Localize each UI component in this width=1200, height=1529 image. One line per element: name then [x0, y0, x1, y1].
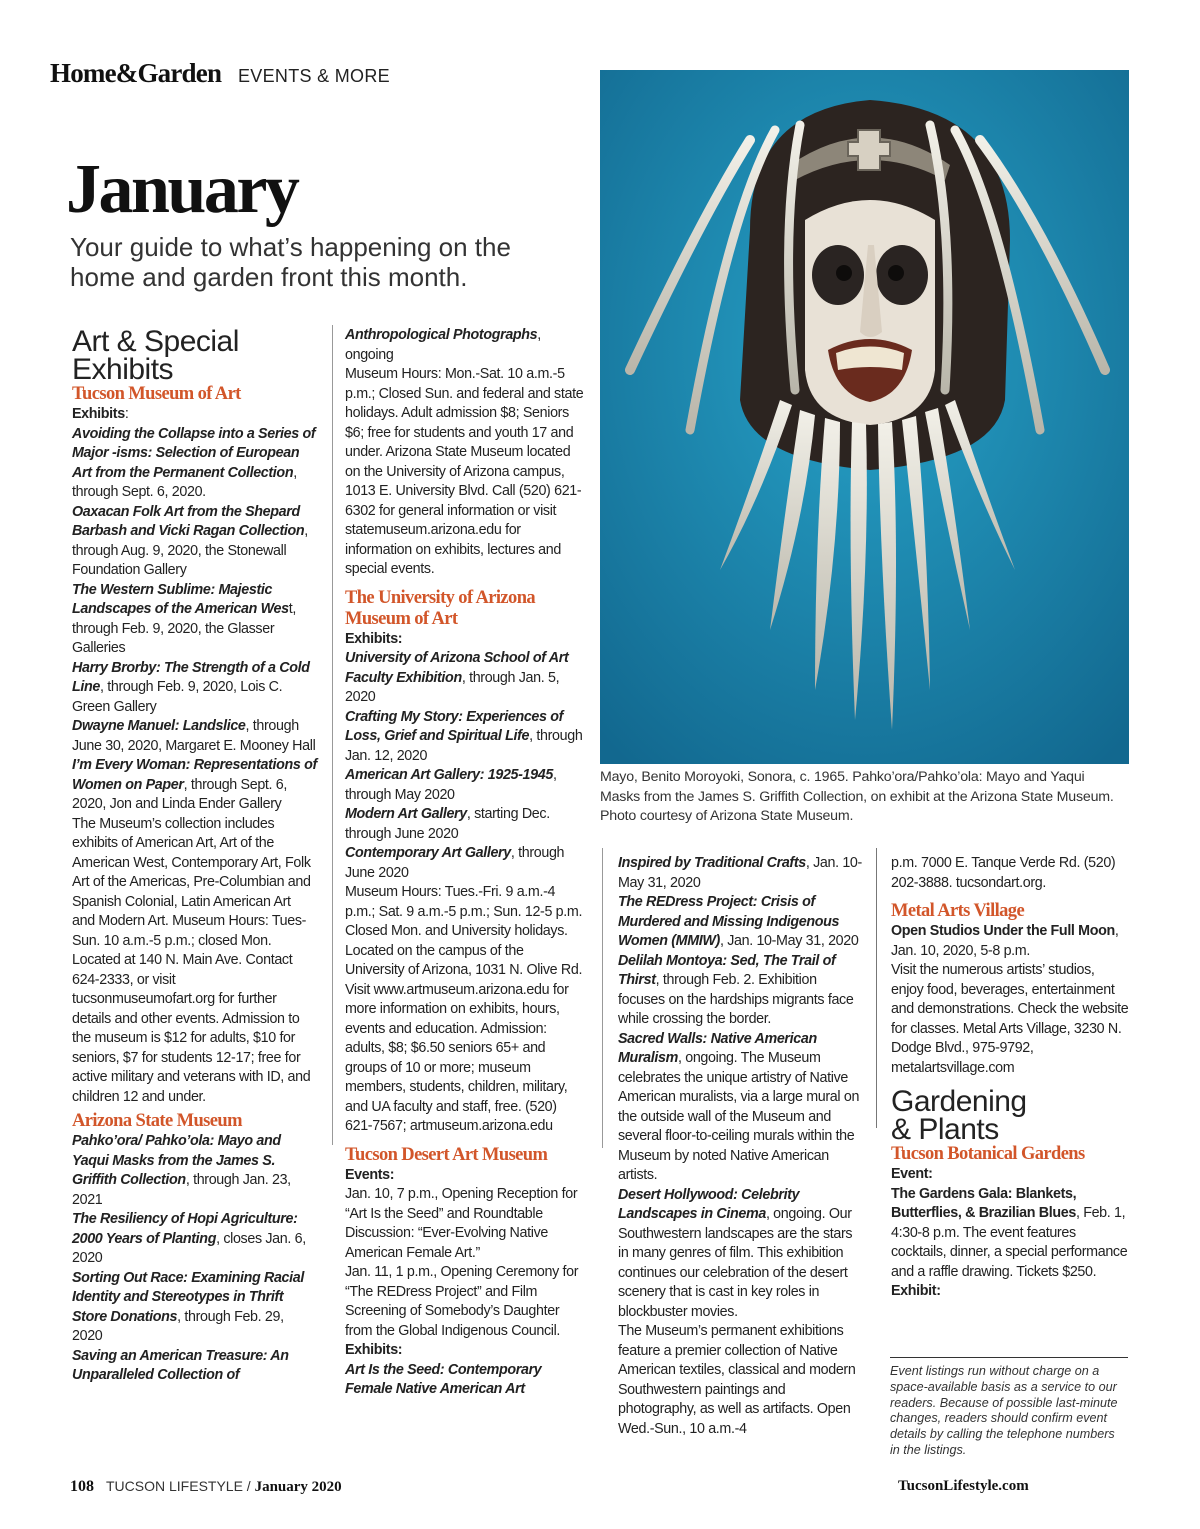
list-item: Jan. 10, 7 p.m., Opening Reception for “Art Is the Seed” and Roundtable Discussion: “Ever-Evolving Native American Female Art.”: [345, 1186, 578, 1261]
list-item: Delilah Montoya: Sed, The Trail of Thirst, through Feb. 2. Exhibition focuses on the hardships migrants face while crossing the border.: [618, 952, 854, 1027]
venue-info: The Museum’s permanent exhibitions feature a premier collection of Native American textiles, classical and modern Southwestern paintings and photography, as well as artifacts. Open Wed.-Sun., 10 a.m.-4: [618, 1323, 856, 1437]
page-number: 108: [70, 1478, 94, 1495]
list-item: Desert Hollywood: Celebrity Landscapes in Cinema, ongoing. Our Southwestern landscapes are the stars in many genres of film. This exhibition continues our celebration of the desert scenery that is cast in key roles in blockbuster movies.: [618, 1186, 853, 1320]
masthead-section: EVENTS & MORE: [238, 66, 390, 86]
list-item: Sacred Walls: Native American Muralism, ongoing. The Museum celebrates the unique artistry of Native American muralists, via a large mural on the outside wall of the Museum and several floor-to-ceiling murals within the Museum by noted Native American artists.: [618, 1030, 860, 1183]
list-item: The Gardens Gala: Blankets, Butterflies, & Brazilian Blues, Feb. 1, 4:30-8 p.m. The event features cocktails, dinner, a special performance and a raffle drawing. Tickets $250.: [891, 1185, 1128, 1280]
exhibits-label: Exhibits:: [345, 1342, 403, 1358]
venue-info: p.m. 7000 E. Tanque Verde Rd. (520) 202-3888. tucsondart.org.: [891, 855, 1116, 891]
list-item: Harry Brorby: The Strength of a Cold Line, through Feb. 9, 2020, Lois C. Green Gallery: [72, 659, 310, 715]
column-1: Art & Special Exhibits Tucson Museum of Art Exhibits: Avoiding the Collapse into a Series of Major -isms: Selection of European Art from the Permanent Collection, through Sept. 6, 2020. Oaxacan Folk Art from the Shepard Barbash and Vicki Ragan Collection, through Aug. 9, 2020, the Stonewall Foundation Gallery The Western Sublime: Majestic Landscapes of the American West, through Feb. 9, 2020, the Glasser Galleries Harry Brorby: The Strength of a Cold Line, through Feb. 9, 2020, Lois C. Green Gallery Dwayne Manuel: Landslice, through June 30, 2020, Margaret E. Mooney Hall I’m Every Woman: Representations of Women on Paper, through Sept. 6, 2020, Jon and Linda Ender Gallery The Museum’s collection includes exhibits of American Art, Art of the American West, Contemporary Art, Folk Art of the Americas, Pre-Columbian and Spanish Colonial, Latin American Art and Modern Art. Museum Hours: Tues-Sun. 10 a.m.-5 p.m.; closed Mon. Located at 140 N. Main Ave. Contact 624-2333, or visit tucsonmuseumofart.org for further details and other events. Admission to the museum is $12 for adults, $10 for seniors, $7 for students 12-17; free for active military and veterans with ID, and children 12 and under. Arizona State Museum Pahko’ora/ Pahko’ola: Mayo and Yaqui Masks from the James S. Griffith Collection, through Jan. 23, 2021 The Resiliency of Hopi Agriculture: 2000 Years of Planting, closes Jan. 6, 2020 Sorting Out Race: Examining Racial Identity and Stereotypes in Thrift Store Donations, through Feb. 29, 2020 Saving an American Treasure: An Unparalleled Collection of: [72, 328, 317, 1386]
column-divider: [876, 848, 877, 1128]
venue-info: The Museum’s collection includes exhibits of American Art, Art of the American West, Contemporary Art, Folk Art of the Americas, Pre-Columbian and Spanish Colonial, Latin American Art and Modern Art. Museum Hours: Tues-Sun. 10 a.m.-5 p.m.; closed Mon. Located at 140 N. Main Ave. Contact 624-2333, or visit tucsonmuseumofart.org for further details and other events. Admission to the museum is $12 for adults, $10 for seniors, $7 for students 12-17; free for active military and veterans with ID, and children 12 and under.: [72, 815, 311, 1105]
list-item: Avoiding the Collapse into a Series of Major -isms: Selection of European Art from the Permanent Collection, through Sept. 6, 2020.: [72, 425, 316, 500]
venue-tucson-botanical-gardens: Tucson Botanical Gardens: [891, 1144, 1085, 1164]
listing-notice: Event listings run without charge on a space-available basis as a service to our readers. Because of possible last-minute changes, readers should confirm event details by calling the telephone numbers in the listings.: [890, 1364, 1118, 1457]
events-label: Events:: [345, 1166, 395, 1183]
column-divider: [602, 848, 603, 1148]
mask-photo: [600, 70, 1129, 764]
list-item: I’m Every Woman: Representations of Women on Paper, through Sept. 6, 2020, Jon and Linda Ender Gallery: [72, 757, 317, 812]
page-title: January: [66, 151, 298, 228]
venue-tucson-desert-art-museum: Tucson Desert Art Museum: [345, 1144, 548, 1165]
list-item: University of Arizona School of Art Faculty Exhibition, through Jan. 5, 2020: [345, 650, 569, 705]
footer-website: TucsonLifestyle.com: [898, 1478, 1029, 1494]
column-3: [618, 854, 863, 1439]
list-item: American Art Gallery: 1925-1945, through May 2020: [345, 767, 557, 803]
exhibits-label: Exhibits:: [345, 630, 403, 647]
venue-tucson-museum-of-art: Tucson Museum of Art: [72, 384, 241, 404]
venue-info: Visit the numerous artists’ studios, enjoy food, beverages, entertainment and demonstrations. Check the website for classes. Metal Arts Village, 3230 N. Dodge Blvd., 975-9792, metalartsvillage.com: [891, 962, 1129, 1076]
issue-date: January 2020: [254, 1479, 342, 1495]
column-divider: [332, 325, 333, 1145]
list-item: Art Is the Seed: Contemporary Female Native American Art: [345, 1361, 542, 1397]
list-item: Inspired by Traditional Crafts, Jan. 10-May 31, 2020: [618, 855, 862, 891]
venue-info: Museum Hours: Mon.-Sat. 10 a.m.-5 p.m.; Closed Sun. and federal and state holidays. Adult admission $8; Seniors $6; free for students and youth 17 and under. Arizona State Museum located on the University of Arizona campus, 1013 E. University Blvd. Call (520) 621-6302 for general information or visit statemuseum.arizona.edu for information on exhibits, lectures and special events.: [345, 366, 584, 577]
list-item: The Western Sublime: Majestic Landscapes of the American West, through Feb. 9, 2020, the Glasser Galleries: [72, 581, 296, 656]
venue-hours: Museum Hours: Tues.-Fri. 9 a.m.-4 p.m.; Sat. 9 a.m.-5 p.m.; Sun. 12-5 p.m. Closed Mon. and University holidays.: [345, 884, 583, 939]
magazine-name: TUCSON LIFESTYLE /: [106, 1478, 251, 1494]
list-item: Crafting My Story: Experiences of Loss, Grief and Spiritual Life, through Jan. 12, 2020: [345, 708, 583, 764]
event-label: Event:: [891, 1166, 933, 1182]
list-item: Open Studios Under the Full Moon, Jan. 10, 2020, 5-8 p.m.: [891, 923, 1119, 959]
venue-metal-arts-village: Metal Arts Village: [891, 901, 1025, 921]
venue-ua-museum-of-art: The University of Arizona Museum of Art: [345, 587, 536, 629]
section-heading-art: Art & Special Exhibits: [72, 325, 239, 386]
list-item: The REDress Project: Crisis of Murdered and Missing Indigenous Women (MMIW), Jan. 10-May 31, 2020: [618, 894, 859, 949]
page-intro: Your guide to what’s happening on the home and garden front this month.: [70, 232, 511, 292]
column-2: [345, 326, 585, 1400]
list-item: Dwayne Manuel: Landslice, through June 30, 2020, Margaret E. Mooney Hall: [72, 718, 316, 754]
list-item: The Resiliency of Hopi Agriculture: 2000 Years of Planting, closes Jan. 6, 2020: [72, 1211, 306, 1266]
list-item: Pahko’ora/ Pahko’ola: Mayo and Yaqui Masks from the James S. Griffith Collection, through Jan. 23, 2021: [72, 1133, 291, 1208]
venue-info: Located on the campus of the University of Arizona, 1031 N. Olive Rd. Visit www.artmuseum.arizona.edu for more information on exhibits, hours, events and education. Admission: adults, $8; $6.50 seniors 65+ and groups of 10 or more; museum members, students, children, military, and UA faculty and staff, free. (520) 621-7567; artmuseum.arizona.edu: [345, 942, 583, 1134]
footer-left: [70, 1478, 342, 1496]
list-item: Oaxacan Folk Art from the Shepard Barbash and Vicki Ragan Collection, through Aug. 9, 2020, the Stonewall Foundation Gallery: [72, 503, 308, 578]
list-item: Contemporary Art Gallery, through June 2020: [345, 845, 565, 881]
list-item: Anthropological Photographs, ongoing: [345, 327, 541, 363]
masthead-brand: Home&Garden: [50, 58, 222, 88]
list-item: Modern Art Gallery, starting Dec. through June 2020: [345, 806, 550, 842]
exhibit-label: Exhibit:: [891, 1283, 941, 1299]
section-heading-gardening: Gardening & Plants: [891, 1085, 1027, 1146]
venue-arizona-state-museum: Arizona State Museum: [72, 1111, 242, 1131]
list-item: Jan. 11, 1 p.m., Opening Ceremony for “The REDress Project” and Film Screening of Somebody’s Daughter from the Global Indigenous Council.: [345, 1264, 579, 1339]
photo-caption: Mayo, Benito Moroyoki, Sonora, c. 1965. Pahko’ora/Pahko’ola: Mayo and Yaqui Masks from the James S. Griffith Collection, on exhibit at the Arizona State Museum. Photo courtesy of Arizona State Museum.: [600, 769, 1114, 824]
list-item: Sorting Out Race: Examining Racial Identity and Stereotypes in Thrift Store Donations, through Feb. 29, 2020: [72, 1269, 304, 1344]
column-4: [891, 854, 1129, 1302]
exhibits-label: Exhibits: [72, 406, 125, 422]
list-item: Saving an American Treasure: An Unparalleled Collection of: [72, 1347, 289, 1383]
mask-photo-icon: [600, 70, 1129, 764]
notice-divider: [890, 1357, 1128, 1358]
